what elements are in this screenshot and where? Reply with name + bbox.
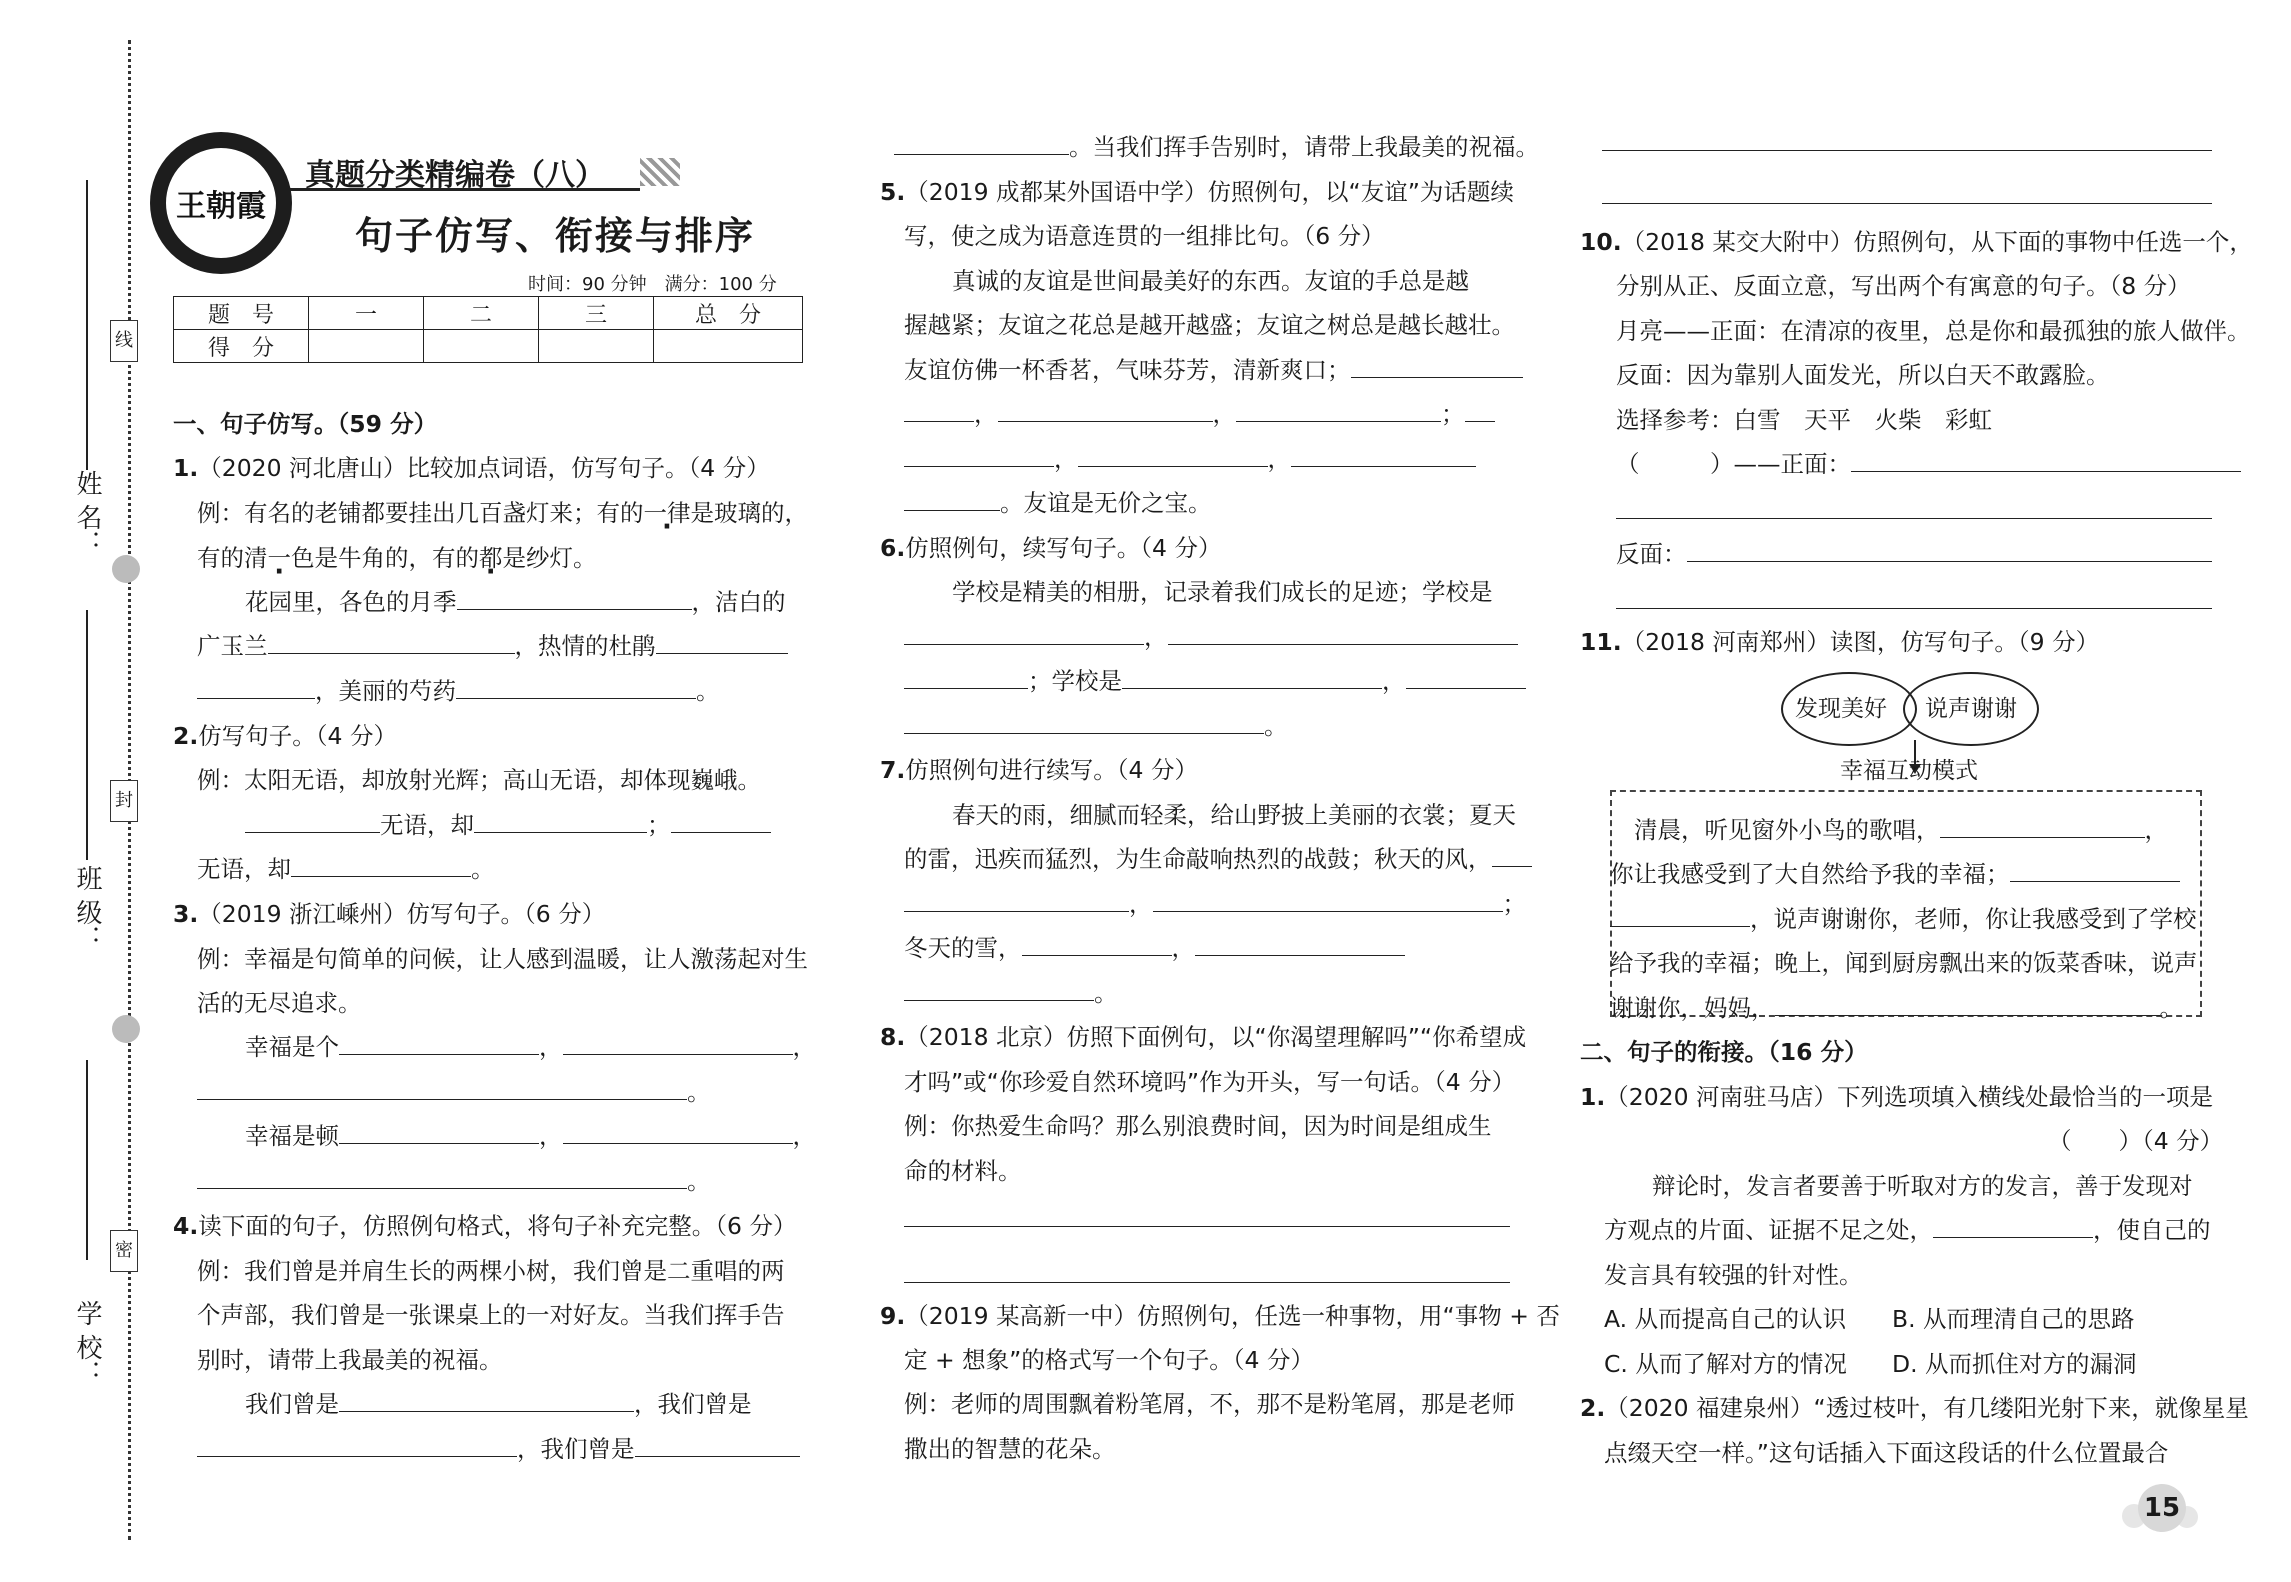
q6-passage-line1: 学校是精美的相册，记录着我们成长的足迹；学校是: [952, 578, 1493, 606]
q4-example-line1: 例：我们曾是并肩生长的两棵小树，我们曾是二重唱的两: [197, 1257, 785, 1285]
prompt-text: ，: [539, 1122, 563, 1150]
section2-question-2-line2: 点缀天空一样。”这句话插入下面这段话的什么位置最合: [1604, 1439, 2169, 1467]
prompt-text: 幸福是个: [245, 1033, 339, 1061]
answer-blank[interactable]: [197, 697, 315, 699]
answer-blank[interactable]: [1351, 376, 1523, 378]
q10-options: 选择参考：白雪 天平 火柴 彩虹: [1616, 406, 1992, 434]
answer-blank[interactable]: [197, 1455, 517, 1457]
answer-blank[interactable]: [1195, 954, 1405, 956]
score-label: 得 分: [174, 330, 309, 363]
page-number: 15: [2138, 1484, 2186, 1532]
answer-blank[interactable]: [1022, 954, 1172, 956]
answer-blank[interactable]: [457, 608, 692, 610]
answer-blank[interactable]: [1078, 465, 1268, 467]
answer-blank[interactable]: [1775, 1014, 2160, 1016]
class-rule: [86, 610, 88, 860]
question-6: [880, 526, 1221, 571]
s2q1-passage-line3: 发言具有较强的针对性。: [1604, 1261, 1863, 1289]
answer-blank[interactable]: [904, 465, 1054, 467]
answer-blank[interactable]: [1933, 1236, 2093, 1238]
answer-blank[interactable]: [291, 875, 471, 877]
q3-answer-line2: [197, 1070, 711, 1115]
q1-answer-line1: [245, 580, 786, 625]
question-number: 10.: [1580, 228, 1622, 256]
example-text: 是纱灯。: [502, 544, 597, 572]
q8-example-line1: 例：你热爱生命吗？那么别浪费时间，因为时间是组成生: [904, 1112, 1492, 1140]
question-text: （2020 福建泉州）“透过枝叶，有几缕阳光射下来，就像星星: [1605, 1394, 2249, 1422]
s2q1-passage-line1: 辩论时，发言者要善于听取对方的发言，善于发现对: [1652, 1172, 2193, 1200]
q4-example-line2: 个声部，我们曾是一张课桌上的一对好友。当我们挥手告: [197, 1301, 785, 1329]
q11-passage-line5: [1610, 986, 2183, 1031]
q4-example-line3: 别时，请带上我最美的祝福。: [197, 1346, 503, 1374]
answer-blank[interactable]: [245, 831, 380, 833]
score-cell[interactable]: [654, 330, 803, 363]
prompt-text: ，: [539, 1033, 563, 1061]
answer-blank[interactable]: [904, 420, 974, 422]
prompt-text: 我们曾是: [245, 1390, 339, 1418]
question-number: 3.: [173, 900, 199, 928]
prompt-text: 。: [696, 677, 720, 705]
q3-answer-line3: [245, 1114, 816, 1159]
question-text: 仿写句子。（4 分）: [198, 722, 397, 750]
q10-example-line1: 月亮——正面：在清凉的夜里，总是你和最孤独的旅人做伴。: [1616, 317, 2251, 345]
answer-blank[interactable]: [1122, 687, 1382, 689]
answer-line[interactable]: [1602, 150, 2212, 151]
answer-blank[interactable]: [998, 420, 1213, 422]
q4-answer-line2: [197, 1427, 800, 1472]
question-number: 1.: [173, 454, 199, 482]
example-text: 有的: [197, 544, 244, 572]
answer-line[interactable]: [1616, 608, 2212, 609]
dotted-word: 一律: [643, 499, 691, 527]
answer-line[interactable]: [1602, 203, 2212, 204]
question-4: [173, 1204, 796, 1249]
score-header: 题 号: [174, 297, 309, 330]
answer-blank[interactable]: [563, 1053, 793, 1055]
prompt-text: ，: [1129, 890, 1153, 918]
question-text: （2019 浙江嵊州）仿写句子。（6 分）: [198, 900, 606, 928]
question-text: （2019 成都某外国语中学）仿照例句，以“友谊”为话题续: [905, 178, 1514, 206]
answer-blank[interactable]: [1153, 910, 1503, 912]
prompt-text: ，: [974, 400, 998, 428]
q4-continuation: [894, 125, 1539, 170]
prompt-text: 。: [1094, 979, 1118, 1007]
s2q1-passage-line2: [1604, 1208, 2211, 1253]
question-number: 6.: [880, 534, 906, 562]
question-1: [173, 446, 770, 491]
q9-example-line1: 例：老师的周围飘着粉笔屑，不，那不是粉笔屑，那是老师: [904, 1390, 1515, 1418]
question-8-line2: 才吗”或“你珍爱自然环境吗”作为开头，写一句话。（4 分）: [904, 1068, 1516, 1096]
answer-blank[interactable]: [2010, 880, 2180, 882]
q11-passage-line4: 给予我的幸福；晚上，闻到厨房飘出来的饭菜香味，说声: [1610, 949, 2198, 977]
answer-blank[interactable]: [904, 910, 1129, 912]
question-9: [880, 1294, 1560, 1339]
example-text: 是牛角的，有的: [314, 544, 479, 572]
q5-passage-line2: 握越紧；友谊之花总是越开越盛；友谊之树总是越长越壮。: [904, 311, 1515, 339]
question-number: 2.: [1580, 1394, 1606, 1422]
school-rule: [86, 1060, 88, 1260]
answer-blank[interactable]: [1168, 643, 1518, 645]
prompt-text: 广玉兰: [197, 632, 268, 660]
q11-passage-line2: [1610, 852, 2180, 897]
answer-blank[interactable]: [268, 652, 515, 654]
q6-answer-line2: [904, 659, 1526, 704]
answer-blank[interactable]: [1610, 925, 1750, 927]
prompt-text: ，洁白的: [691, 588, 786, 616]
question-number: 2.: [173, 722, 199, 750]
option-b[interactable]: B. 从而理清自己的思路: [1892, 1305, 2135, 1333]
q7-answer-line2: [904, 926, 1405, 971]
prompt-text: 冬天的雪，: [904, 934, 1022, 962]
question-5: [880, 170, 1514, 215]
score-header: 一: [309, 297, 424, 330]
q1-answer-line3: [197, 669, 720, 714]
q5-answer-line3: [904, 481, 1212, 526]
question-text: （2018 某交大附中）仿照例句，从下面的事物中任选一个，: [1621, 228, 2253, 256]
score-cell[interactable]: [309, 330, 424, 363]
s2q1-answer-bracket[interactable]: （ ）（4 分）: [2048, 1127, 2224, 1155]
diagram-result-label: 幸福互动模式: [1840, 758, 1978, 784]
name-label: 姓 名：: [72, 470, 102, 557]
prompt-text: ，美丽的芍药: [315, 677, 456, 705]
score-table: [173, 296, 803, 363]
binding-mark-close: 密: [110, 1230, 138, 1272]
prompt-text: ，使自己的: [2093, 1216, 2211, 1244]
score-header: 总 分: [654, 297, 803, 330]
section-2-title: 二、句子的衔接。（16 分）: [1580, 1038, 1868, 1066]
q3-example-line2: 活的无尽追求。: [197, 989, 362, 1017]
page-title: 句子仿写、衔接与排序: [355, 213, 756, 258]
answer-blank[interactable]: [1687, 560, 2212, 562]
q6-answer-line3: [904, 704, 1288, 749]
question-8: [880, 1015, 1526, 1060]
question-number: 4.: [173, 1212, 199, 1240]
q3-example-line1: 例：幸福是句简单的问候，让人感到温暖，让人激荡起对生: [197, 945, 808, 973]
q1-answer-line2: [197, 624, 788, 669]
question-5-line2: 写，使之成为语意连贯的一组排比句。（6 分）: [904, 222, 1385, 250]
name-rule: [86, 180, 88, 470]
prompt-text: ，: [792, 1122, 816, 1150]
q4-answer-line1: [245, 1382, 752, 1427]
prompt-text: ；: [1441, 400, 1465, 428]
answer-blank[interactable]: [1291, 465, 1476, 467]
prompt-text: 清晨，听见窗外小鸟的歌唱，: [1634, 816, 1940, 844]
q5-answer-line2: [904, 437, 1476, 482]
example-text: 例：有名的老铺都要挂出几百盏灯来；有的: [197, 499, 644, 527]
prompt-text: 谢谢你，妈妈，: [1610, 994, 1775, 1022]
answer-blank[interactable]: [904, 732, 1264, 734]
prompt-text: 。友谊是无价之宝。: [1000, 489, 1212, 517]
prompt-text: 。: [1264, 712, 1288, 740]
q10-answer-line3: [1616, 532, 2212, 577]
score-cell[interactable]: [539, 330, 654, 363]
score-cell[interactable]: [424, 330, 539, 363]
question-number: 1.: [1580, 1083, 1606, 1111]
example-text: 是玻璃的，: [690, 499, 808, 527]
answer-blank[interactable]: [1492, 865, 1532, 867]
prompt-text: ，: [1267, 445, 1291, 473]
section-1-title: 一、句子仿写。（59 分）: [173, 410, 438, 438]
answer-blank[interactable]: [904, 509, 1000, 511]
option-c[interactable]: C. 从而了解对方的情况: [1604, 1350, 1847, 1378]
section2-question-2: [1580, 1386, 2249, 1431]
answer-blank[interactable]: [1236, 420, 1441, 422]
answer-blank[interactable]: [456, 697, 696, 699]
question-10-line2: 分别从正、反面立意，写出两个有寓意的句子。（8 分）: [1616, 272, 2191, 300]
question-10: [1580, 220, 2253, 265]
answer-blank[interactable]: [339, 1053, 539, 1055]
time-info: 时间：90 分钟 满分：100 分: [528, 274, 777, 295]
q1-example-line1: [197, 491, 808, 536]
prompt-text: ，: [1144, 623, 1168, 651]
dotted-word: 清一色: [244, 544, 315, 572]
q7-answer-line3: [904, 971, 1118, 1016]
answer-blank[interactable]: [1406, 687, 1526, 689]
prompt-text: 的雷，迅疾而猛烈，为生命敲响热烈的战鼓；秋天的风，: [904, 845, 1492, 873]
q7-passage-line1: 春天的雨，细腻而轻柔，给山野披上美丽的衣裳；夏天: [952, 801, 1516, 829]
prompt-text: 。: [687, 1167, 711, 1195]
binding-moon-icon: [112, 1015, 140, 1043]
prompt-text: ，: [2144, 816, 2168, 844]
prompt-text: 。当我们挥手告别时，请带上我最美的祝福。: [1069, 133, 1539, 161]
prompt-text: ，: [1382, 667, 1406, 695]
prompt-text: 反面：: [1616, 540, 1687, 568]
question-2: [173, 714, 397, 759]
option-a[interactable]: A. 从而提高自己的认识: [1604, 1305, 1847, 1333]
diagram-right-label: 说声谢谢: [1925, 696, 2017, 722]
question-text: （2020 河北唐山）比较加点词语，仿写句子。（4 分）: [198, 454, 770, 482]
answer-blank[interactable]: [656, 652, 788, 654]
answer-blank[interactable]: [197, 1187, 687, 1189]
prompt-text: 无语，却: [380, 811, 474, 839]
question-number: 11.: [1580, 628, 1622, 656]
prompt-text: ，热情的杜鹃: [514, 632, 656, 660]
prompt-text: 无语，却: [197, 855, 291, 883]
dotted-word: 都: [479, 544, 503, 572]
prompt-text: ，: [792, 1033, 816, 1061]
question-11: [1580, 620, 2099, 665]
answer-blank[interactable]: [894, 153, 1069, 155]
question-text: 读下面的句子，仿照例句格式，将句子补充完整。（6 分）: [198, 1212, 797, 1240]
prompt-text: ，说声谢谢你，老师，你让我感受到了学校: [1750, 905, 2197, 933]
question-text: （2018 北京）仿照下面例句，以“你渴望理解吗”“你希望成: [905, 1023, 1527, 1051]
question-text: （2019 某高新一中）仿照例句，任选一种事物，用“事物 + 否: [905, 1302, 1560, 1330]
brand-logo-text: 王朝霞: [164, 146, 278, 260]
q2-example: 例：太阳无语，却放射光辉；高山无语，却体现巍峨。: [197, 766, 761, 794]
q2-answer-line2: [197, 847, 495, 892]
binding-moon-icon: [112, 555, 140, 583]
q6-answer-line1: [904, 615, 1518, 660]
prompt-text: 方观点的片面、证据不足之处，: [1604, 1216, 1933, 1244]
prompt-text: ，: [1054, 445, 1078, 473]
answer-blank[interactable]: [904, 687, 1028, 689]
prompt-text: ；: [647, 811, 671, 839]
prompt-text: （ ）——正面：: [1616, 450, 1851, 478]
answer-blank[interactable]: [671, 831, 771, 833]
prompt-text: ，: [1212, 400, 1236, 428]
prompt-text: ；: [1502, 890, 1526, 918]
prompt-text: 幸福是顿: [245, 1122, 339, 1150]
score-header: 二: [424, 297, 539, 330]
answer-blank[interactable]: [1465, 420, 1495, 422]
answer-line[interactable]: [1616, 518, 2212, 519]
diagram-left-label: 发现美好: [1795, 696, 1887, 722]
prompt-text: 。: [471, 855, 495, 883]
question-text: 仿照例句，续写句子。（4 分）: [905, 534, 1222, 562]
answer-blank[interactable]: [339, 1410, 634, 1412]
q10-example-line2: 反面：因为靠别人面发光，所以白天不敢露脸。: [1616, 361, 2110, 389]
question-number: 8.: [880, 1023, 906, 1051]
question-7: [880, 748, 1198, 793]
q5-answer-line1: [904, 392, 1495, 437]
prompt-text: 友谊仿佛一杯香茗，气味芬芳，清新爽口；: [904, 356, 1351, 384]
q7-answer-line1: [904, 882, 1526, 927]
question-text: 仿照例句进行续写。（4 分）: [905, 756, 1198, 784]
q7-passage-line2: [904, 837, 1532, 882]
answer-blank[interactable]: [1851, 470, 2241, 472]
answer-blank[interactable]: [197, 1098, 687, 1100]
prompt-text: 花园里，各色的月季: [245, 588, 457, 616]
q5-passage-line1: 真诚的友谊是世间最美好的东西。友谊的手总是越: [952, 267, 1469, 295]
answer-blank[interactable]: [339, 1142, 539, 1144]
answer-blank[interactable]: [474, 831, 647, 833]
answer-blank[interactable]: [1940, 836, 2145, 838]
series-title: 真题分类精编卷（八）: [305, 158, 605, 193]
q11-passage-line3: [1610, 897, 2197, 942]
class-label: 班 级：: [72, 865, 102, 952]
score-header: 三: [539, 297, 654, 330]
q8-example-line2: 命的材料。: [904, 1157, 1022, 1185]
q10-answer-line1: [1616, 442, 2241, 487]
prompt-text: ，我们曾是: [517, 1435, 635, 1463]
q9-example-line2: 撒出的智慧的花朵。: [904, 1435, 1116, 1463]
answer-line[interactable]: [904, 1282, 1510, 1283]
answer-blank[interactable]: [904, 999, 1094, 1001]
q3-answer-line1: [245, 1025, 816, 1070]
prompt-text: ，: [1171, 934, 1195, 962]
question-3: [173, 892, 605, 937]
prompt-text: ，我们曾是: [634, 1390, 752, 1418]
option-d[interactable]: D. 从而抓住对方的漏洞: [1892, 1350, 2137, 1378]
question-text: （2018 河南郑州）读图，仿写句子。（9 分）: [1621, 628, 2100, 656]
question-number: 5.: [880, 178, 906, 206]
school-label: 学 校：: [72, 1300, 102, 1387]
prompt-text: 。: [2159, 994, 2183, 1022]
binding-mark-seal: 封: [110, 780, 138, 822]
brand-logo: [150, 132, 292, 274]
question-number: 9.: [880, 1302, 906, 1330]
q2-answer-line1: [245, 803, 771, 848]
binding-mark-line: 线: [110, 320, 138, 362]
answer-blank[interactable]: [904, 643, 1144, 645]
prompt-text: 你让我感受到了大自然给予我的幸福；: [1610, 860, 2010, 888]
answer-blank[interactable]: [563, 1142, 793, 1144]
prompt-text: 。: [687, 1078, 711, 1106]
answer-blank[interactable]: [635, 1455, 800, 1457]
section2-question-1: [1580, 1075, 2213, 1120]
question-number: 7.: [880, 756, 906, 784]
question-text: （2020 河南驻马店）下列选项填入横线处最恰当的一项是: [1605, 1083, 2214, 1111]
q1-example-line2: [197, 536, 597, 581]
q11-passage-line1: [1634, 808, 2168, 853]
q3-answer-line4: [197, 1159, 711, 1204]
decorative-pattern: [640, 158, 680, 186]
answer-line[interactable]: [904, 1226, 1510, 1227]
question-9-line2: 定 + 想象”的格式写一个句子。（4 分）: [904, 1346, 1314, 1374]
prompt-text: ；学校是: [1028, 667, 1122, 695]
q5-passage-line3: [904, 348, 1523, 393]
